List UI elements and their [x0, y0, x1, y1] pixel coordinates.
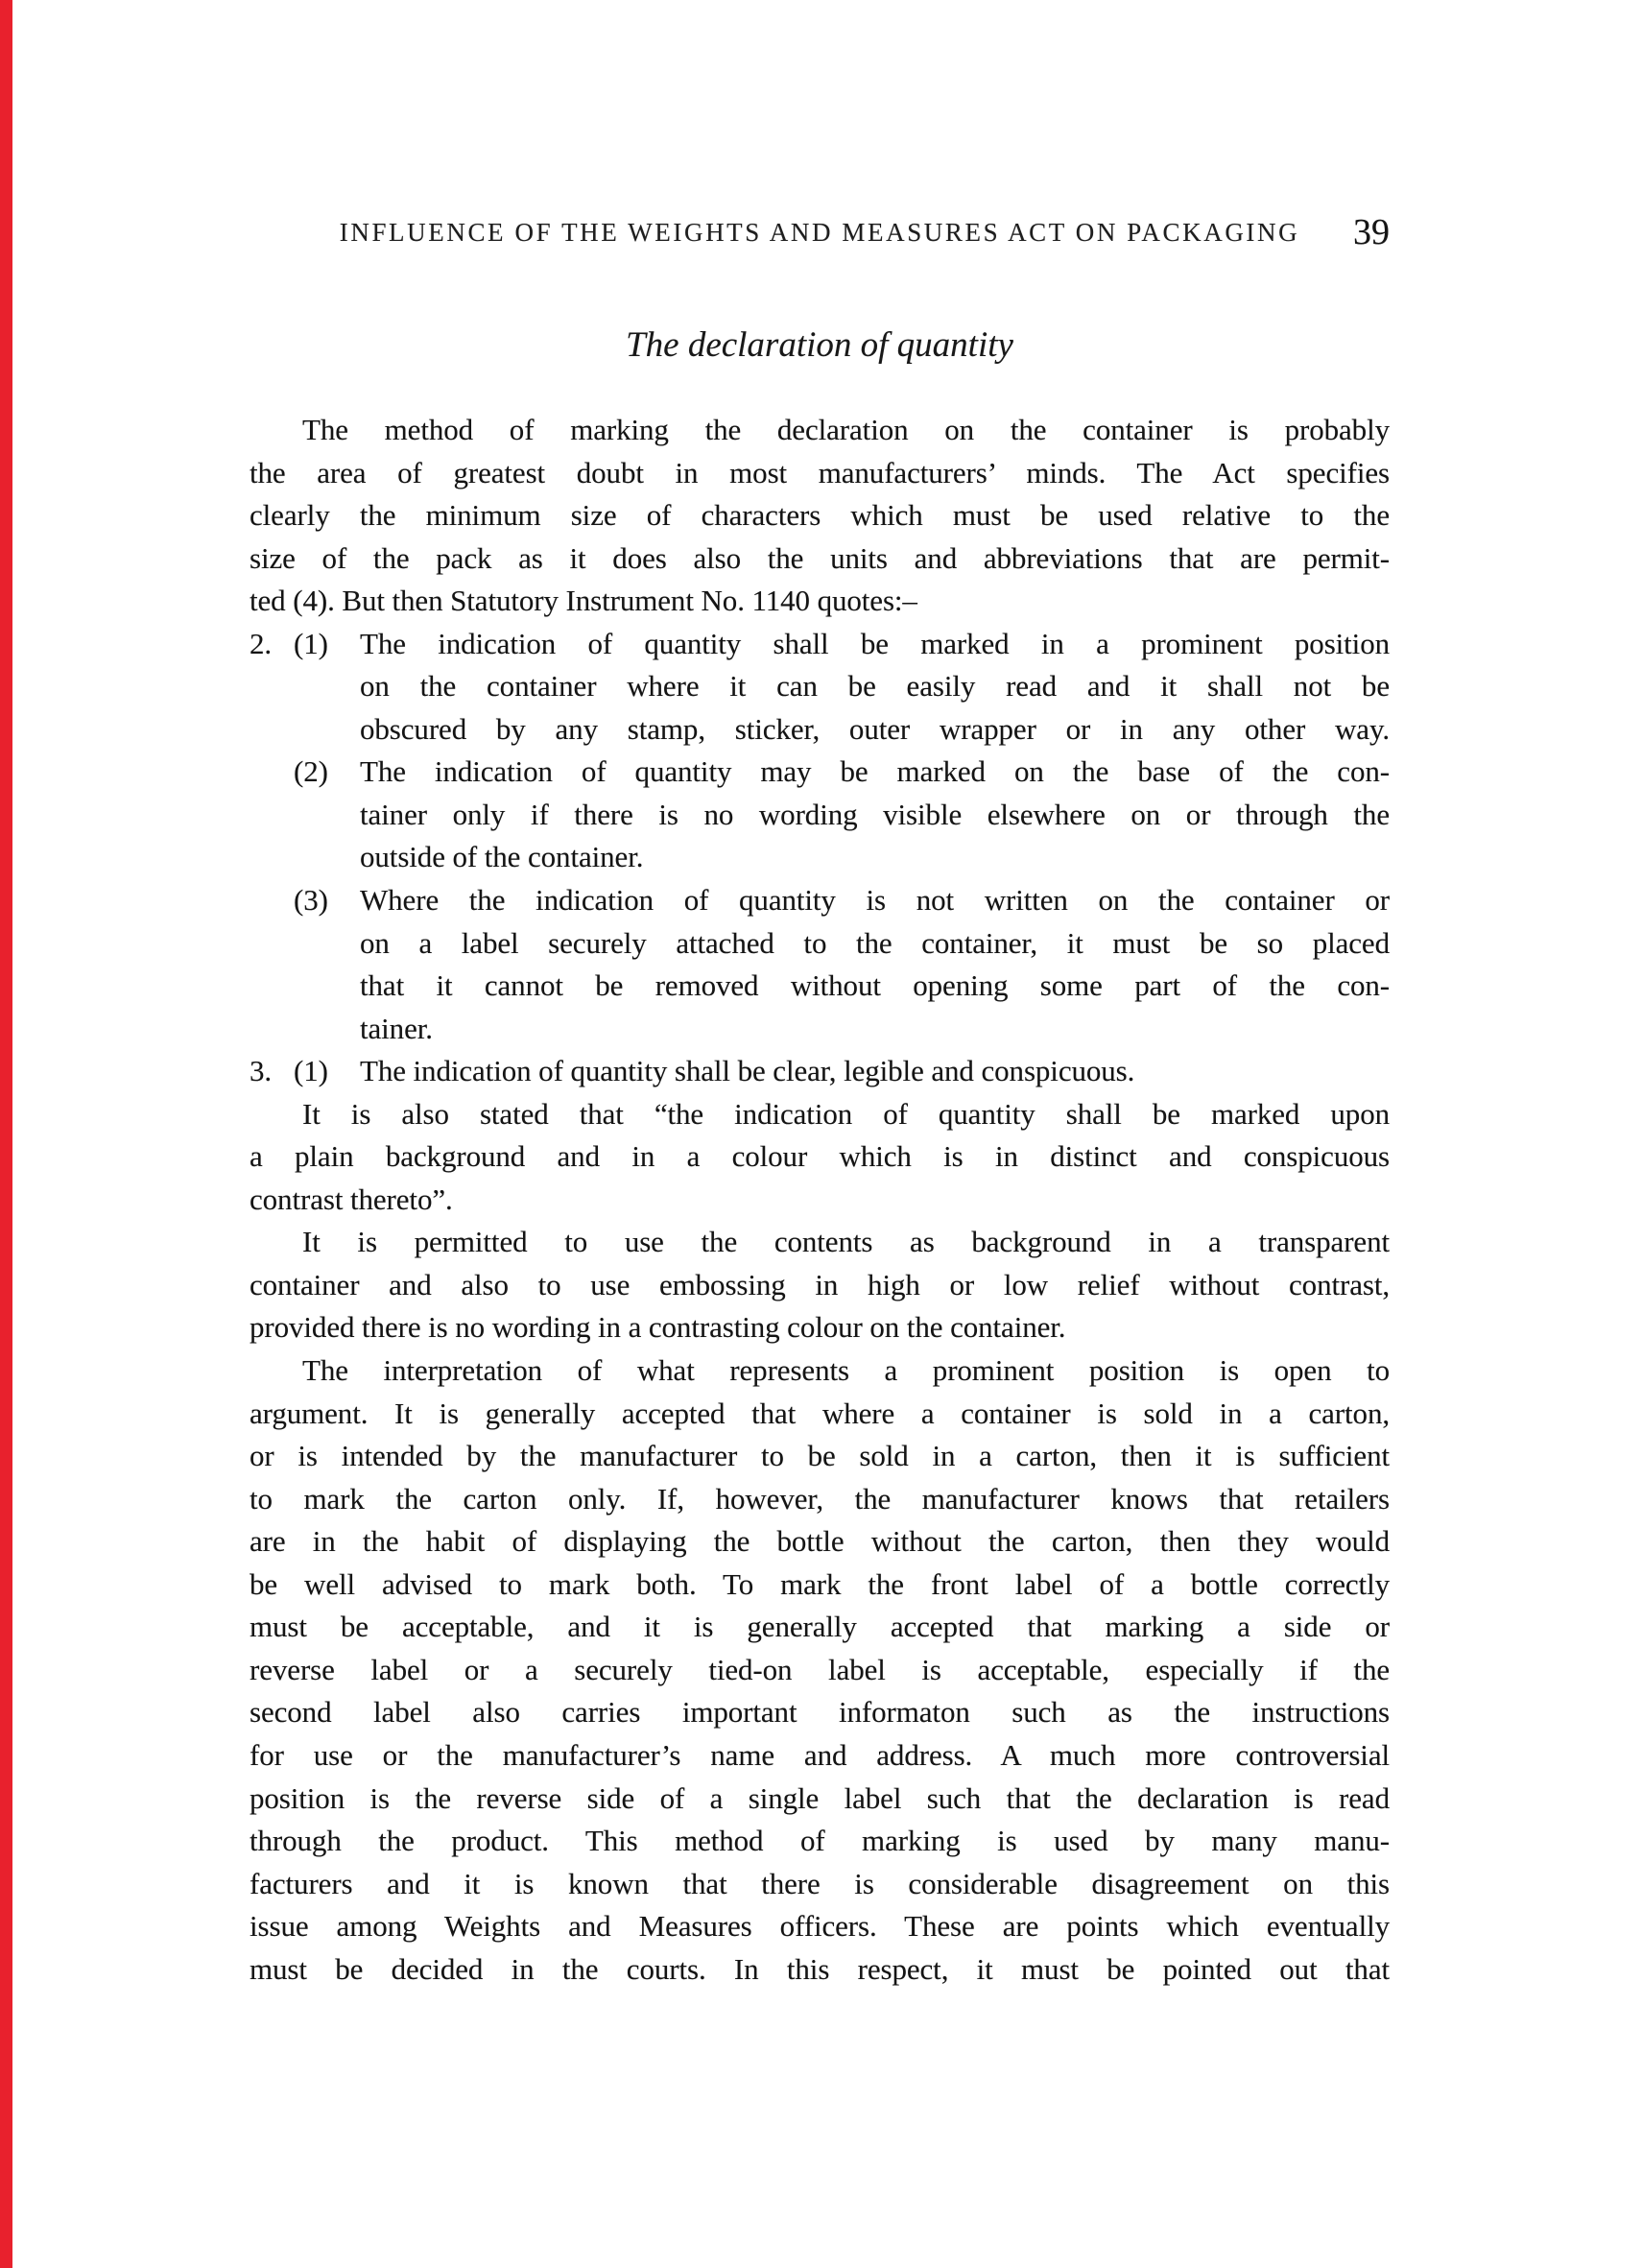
text-line — [250, 794, 1390, 837]
section-title: The declaration of quantity — [626, 325, 1013, 365]
text-line-content: the area of greatest doubt in most manufacturers’ minds. The Act specifies — [250, 455, 1390, 489]
text-line — [250, 1050, 1390, 1093]
text-line — [250, 1093, 1390, 1136]
text-line-content: must be acceptable, and it is generally accepted that marking a side or — [250, 1610, 1390, 1644]
running-head — [250, 212, 1390, 252]
text-line — [250, 580, 1390, 623]
text-line-content: It is also stated that “the indication of quantity shall be marked upon — [302, 1096, 1390, 1131]
list-subnumber: (2) — [294, 754, 328, 789]
text-line — [250, 965, 1390, 1008]
text-line — [250, 1478, 1390, 1521]
text-line — [250, 1691, 1390, 1734]
text-line-content: tainer. — [360, 1011, 433, 1045]
text-line — [250, 1520, 1390, 1564]
text-line-content: facturers and it is known that there is considerable disagreement on this — [250, 1866, 1390, 1900]
text-line — [250, 1948, 1390, 1992]
text-line-content: tainer only if there is no wording visible elsewhere on or through the — [360, 797, 1390, 831]
list-subnumber: (1) — [294, 626, 328, 660]
text-line-content: are in the habit of displaying the bottle without the carton, then they would — [250, 1524, 1390, 1559]
text-line — [250, 1393, 1390, 1436]
list-number: 2. — [250, 626, 273, 660]
list-subnumber: (1) — [294, 1054, 328, 1088]
text-line-content: The indication of quantity shall be marked in a prominent position — [360, 626, 1390, 660]
text-line — [250, 1221, 1390, 1264]
red-edge-stripe — [0, 0, 12, 2268]
text-line-content: size of the pack as it does also the units and abbreviations that are permit- — [250, 540, 1390, 575]
text-line-content: must be decided in the courts. In this respect, it must be pointed out that — [250, 1951, 1390, 1986]
running-title: INFLUENCE OF THE WEIGHTS AND MEASURES ACT ON PACKAGING — [339, 218, 1300, 247]
text-line — [250, 537, 1390, 581]
text-line-content: ted (4). But then Statutory Instrument No. 1140 quotes:– — [250, 584, 917, 618]
text-line — [250, 879, 1390, 922]
text-line — [250, 1349, 1390, 1393]
text-line — [250, 1606, 1390, 1649]
text-line-content: It is permitted to use the contents as background in a transparent — [302, 1225, 1390, 1259]
text-line — [250, 1778, 1390, 1821]
text-line — [250, 1905, 1390, 1948]
text-line-content: through the product. This method of marking is used by many manu- — [250, 1824, 1390, 1858]
text-line-content: obscured by any stamp, sticker, outer wrapper or in any other way. — [360, 711, 1390, 746]
text-line-content: on the container where it can be easily read and it shall not be — [360, 669, 1390, 704]
text-line — [250, 452, 1390, 495]
text-line — [250, 494, 1390, 537]
page-number: 39 — [1353, 212, 1390, 252]
text-line-content: a plain background and in a colour which is in distinct and conspicuous — [250, 1139, 1390, 1174]
text-line-content: The indication of quantity may be marked on the base of the con- — [360, 754, 1390, 789]
text-line-content: provided there is no wording in a contrasting colour on the container. — [250, 1310, 1066, 1345]
text-line — [250, 1863, 1390, 1906]
text-line-content: on a label securely attached to the container, it must be so placed — [360, 925, 1390, 960]
text-line — [250, 1135, 1390, 1179]
text-line-content: be well advised to mark both. To mark the front label of a bottle correctly — [250, 1566, 1390, 1601]
list-number: 3. — [250, 1054, 273, 1088]
text-line — [250, 1435, 1390, 1478]
text-line — [250, 1649, 1390, 1692]
text-line-content: position is the reverse side of a single label such that the declaration is read — [250, 1780, 1390, 1815]
text-line-content: argument. It is generally accepted that where a container is sold in a carton, — [250, 1396, 1390, 1430]
text-line — [250, 1734, 1390, 1778]
text-line-content: second label also carries important informaton such as the instructions — [250, 1695, 1390, 1730]
text-line — [250, 665, 1390, 708]
text-line — [250, 922, 1390, 966]
text-line-content: contrast thereto”. — [250, 1182, 453, 1216]
list-subnumber: (3) — [294, 883, 328, 918]
text-line — [250, 708, 1390, 752]
text-line — [250, 836, 1390, 879]
text-line — [250, 1564, 1390, 1607]
text-line-content: outside of the container. — [360, 840, 644, 874]
text-line — [250, 1179, 1390, 1222]
text-line-content: for use or the manufacturer’s name and address. A much more controversial — [250, 1737, 1390, 1772]
text-line — [250, 751, 1390, 794]
text-line-content: that it cannot be removed without opening some part of the con- — [360, 968, 1390, 1003]
text-line-content: The interpretation of what represents a prominent position is open to — [302, 1353, 1390, 1388]
text-line-content: Where the indication of quantity is not written on the container or — [360, 883, 1390, 918]
text-line — [250, 1306, 1390, 1349]
text-line — [250, 1264, 1390, 1307]
text-line-content: The method of marking the declaration on the container is probably — [302, 413, 1390, 446]
text-line-content: or is intended by the manufacturer to be sold in a carton, then it is sufficient — [250, 1439, 1390, 1473]
text-line-content: clearly the minimum size of characters which must be used relative to the — [250, 498, 1390, 533]
text-line-content: issue among Weights and Measures officers. These are points which eventually — [250, 1909, 1390, 1944]
text-line — [250, 1820, 1390, 1863]
text-line-content: The indication of quantity shall be clear, legible and conspicuous. — [360, 1054, 1135, 1088]
text-line — [250, 409, 1390, 452]
text-line — [250, 623, 1390, 666]
text-line — [250, 1008, 1390, 1051]
body-text — [250, 409, 1390, 1991]
text-line-content: reverse label or a securely tied-on label is acceptable, especially if the — [250, 1652, 1390, 1686]
text-line-content: to mark the carton only. If, however, the manufacturer knows that retailers — [250, 1481, 1390, 1516]
text-line-content: container and also to use embossing in high or low relief without contrast, — [250, 1267, 1390, 1301]
